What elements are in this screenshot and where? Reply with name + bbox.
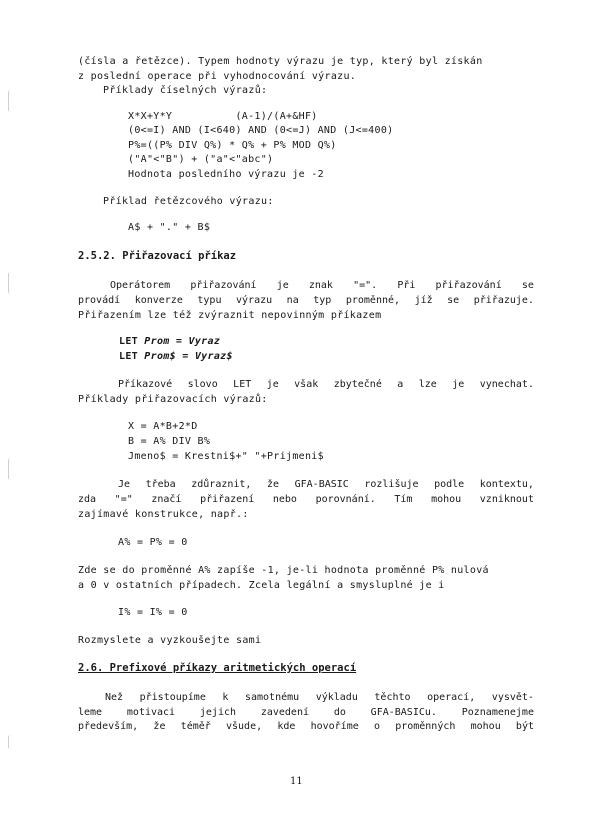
word: rozlišuje: [364, 479, 419, 490]
word: značí: [151, 494, 182, 505]
word: kontextu,: [479, 479, 534, 490]
justified-line: [78, 720, 534, 733]
let-statement: [119, 350, 233, 363]
page-number: 11: [290, 776, 303, 787]
code-line: B = A% DIV B%: [128, 436, 211, 447]
word: těchto: [374, 692, 411, 703]
word: hovoříme: [310, 721, 359, 732]
section-heading: 2.5.2. Přiřazovací příkaz: [78, 250, 237, 262]
word: Operátorem: [110, 280, 171, 291]
text-line: Příklad řetězcového výrazu:: [103, 196, 274, 207]
word: Tím: [394, 494, 413, 505]
scan-margin-mark: [8, 735, 13, 749]
word: typu: [197, 295, 222, 306]
word: mohou: [431, 494, 462, 505]
justified-line: [78, 493, 534, 506]
word: GFA-BASIC: [294, 479, 349, 490]
word: výrazu: [236, 295, 273, 306]
word: samotnému: [244, 692, 300, 703]
word: Než: [105, 692, 124, 703]
code-line: X*X+Y*Y (A-1)/(A+&HF): [128, 111, 318, 122]
word: motivaci: [126, 707, 176, 718]
word: přiřazování: [190, 280, 257, 291]
scan-margin-mark: [8, 90, 13, 112]
word: typ: [313, 295, 332, 306]
word: slovo: [187, 379, 218, 390]
word: přiřazení: [200, 494, 255, 505]
scan-margin-mark: [8, 272, 13, 294]
code-line: I% = I% = 0: [118, 607, 188, 618]
word: GFA-BASICu.: [370, 707, 437, 718]
word: kde: [277, 721, 296, 732]
word: LET: [233, 379, 252, 390]
let-keyword: LET: [119, 336, 138, 347]
word: Poznamenejme: [461, 707, 534, 718]
word: lze: [418, 379, 437, 390]
word: přiřazování: [435, 280, 502, 291]
word: vzniknout: [479, 494, 534, 505]
word: o: [373, 721, 380, 732]
code-line: A% = P% = 0: [118, 537, 188, 548]
word: "=": [114, 494, 133, 505]
text-line: z poslední operace při vyhodnocování výrazu.: [78, 71, 357, 82]
justified-line: [118, 378, 534, 391]
word: zda: [78, 494, 97, 505]
justified-line: [118, 478, 534, 491]
word: do: [333, 707, 346, 718]
word: zavedení: [260, 707, 309, 718]
text-line: Příklady číselných výrazů:: [103, 85, 268, 96]
word: zdůraznit,: [191, 479, 252, 490]
word: především,: [78, 721, 139, 732]
justified-line: [105, 691, 534, 704]
word: že: [153, 721, 166, 732]
word: je: [276, 280, 289, 291]
word: a: [397, 379, 404, 390]
let-statement: [119, 335, 220, 348]
let-keyword: LET: [119, 351, 138, 362]
text-line: (čísla a řetězce). Typem hodnoty výrazu je typ, který byl získán: [78, 56, 483, 67]
word: je: [266, 379, 279, 390]
word: podle: [434, 479, 465, 490]
code-line: ("A"<"B") + ("a"<"abc"): [128, 154, 274, 165]
word: že: [267, 479, 280, 490]
text-line: Zde se do proměnné A% zapíše -1, je-li hodnota proměnné P% nulová: [78, 565, 489, 576]
text-line: Hodnota posledního výrazu je -2: [128, 169, 324, 180]
text-line: Rozmyslete a vyzkoušejte sami: [78, 635, 262, 646]
text-line: zajímavé konstrukce, např.:: [78, 509, 249, 520]
word: být: [515, 721, 534, 732]
word: provádí: [78, 295, 121, 306]
word: Je: [118, 479, 131, 490]
word: jejich: [199, 707, 237, 718]
word: téměř: [180, 721, 211, 732]
word: zbytečné: [333, 379, 382, 390]
code-line: A$ + "." + B$: [128, 222, 211, 233]
word: operací,: [427, 692, 476, 703]
word: vysvět-: [491, 692, 534, 703]
word: leme: [78, 707, 103, 718]
section-heading: 2.6. Prefixové příkazy aritmetických operací: [78, 662, 357, 674]
word: Při: [397, 280, 416, 291]
word: však: [294, 379, 319, 390]
word: mohou: [470, 721, 501, 732]
word: "=".: [353, 280, 378, 291]
word: konverze: [134, 295, 183, 306]
word: přistoupíme: [139, 692, 206, 703]
word: na: [286, 295, 299, 306]
word: jíž: [414, 295, 433, 306]
word: vynechat.: [479, 379, 534, 390]
justified-line: [110, 279, 534, 292]
let-expression: Prom = Vyraz: [144, 336, 221, 347]
code-line: Jmeno$ = Krestni$+" "+Prijmeni$: [128, 451, 324, 462]
word: znak: [308, 280, 333, 291]
word: výkladu: [315, 692, 358, 703]
word: všude,: [225, 721, 263, 732]
text-line: Přiřazením lze též zvýraznit nepovinným příkazem: [78, 310, 382, 321]
justified-line: [78, 706, 534, 719]
word: proměnné,: [345, 295, 401, 306]
word: přiřazuje.: [473, 295, 534, 306]
word: nebo: [272, 494, 297, 505]
word: Příkazové: [118, 379, 173, 390]
text-line: Příklady přiřazovacích výrazů:: [78, 394, 268, 405]
word: porovnání.: [315, 494, 376, 505]
word: se: [447, 295, 460, 306]
scan-margin-mark: [8, 458, 13, 480]
let-expression: Prom$ = Vyraz$: [144, 351, 233, 362]
code-line: (0<=I) AND (I<640) AND (0<=J) AND (J<=400): [128, 125, 394, 136]
word: proměnných: [395, 721, 456, 732]
word: k: [222, 692, 229, 703]
word: se: [521, 280, 534, 291]
word: třeba: [145, 479, 176, 490]
text-line: a 0 v ostatních případech. Zcela legální a smysluplné je i: [78, 580, 445, 591]
word: je: [452, 379, 465, 390]
justified-line: [78, 294, 534, 307]
code-line: X = A*B+2*D: [128, 421, 198, 432]
code-line: P%=((P% DIV Q%) * Q% + P% MOD Q%): [128, 140, 337, 151]
